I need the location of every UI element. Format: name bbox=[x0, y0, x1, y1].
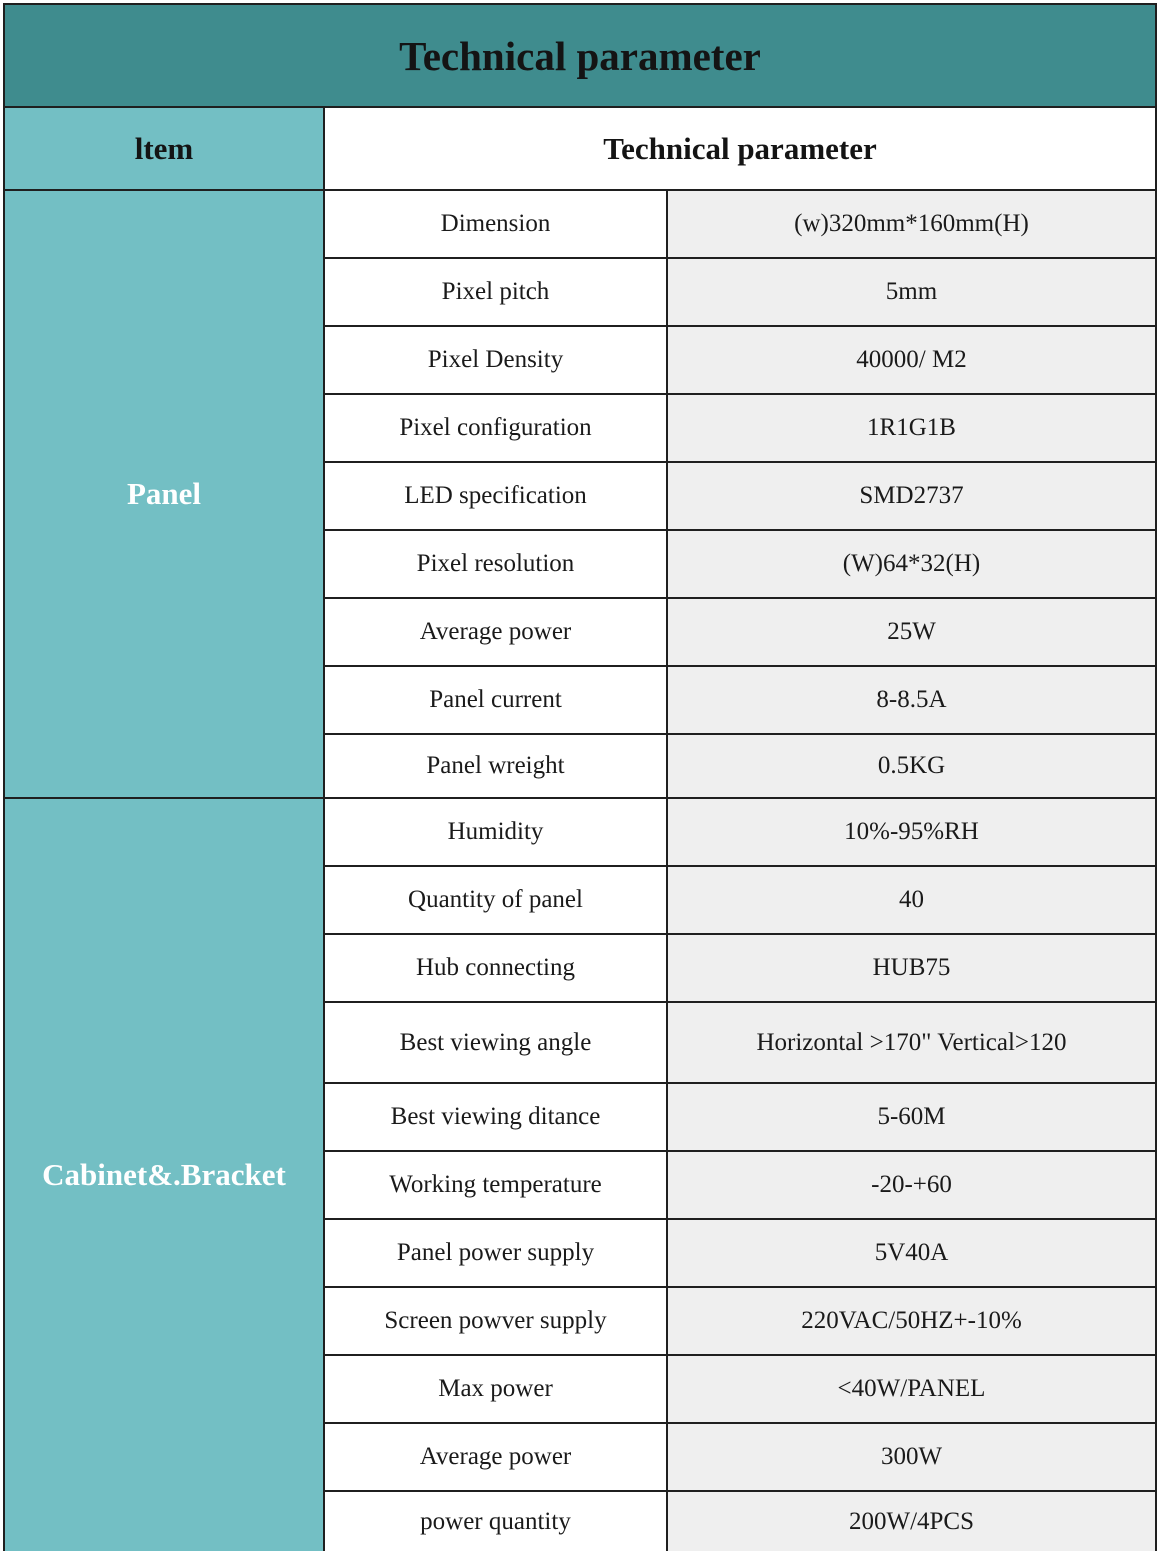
param-value: 1R1G1B bbox=[668, 395, 1155, 461]
table-row bbox=[325, 599, 1155, 667]
table-row bbox=[325, 327, 1155, 395]
param-name: Humidity bbox=[325, 799, 668, 865]
param-name: Screen powver supply bbox=[325, 1288, 668, 1354]
param-name: Pixel configuration bbox=[325, 395, 668, 461]
group-cabinet-bracket-rows bbox=[325, 799, 1155, 1551]
param-name: Best viewing angle bbox=[325, 1003, 668, 1082]
param-name: LED specification bbox=[325, 463, 668, 529]
param-value: 5mm bbox=[668, 259, 1155, 325]
table-row bbox=[325, 1492, 1155, 1551]
spec-table bbox=[3, 3, 1157, 1551]
table-title: Technical parameter bbox=[5, 5, 1155, 108]
param-value: 8-8.5A bbox=[668, 667, 1155, 733]
param-name: Max power bbox=[325, 1356, 668, 1422]
group-cabinet-bracket bbox=[5, 799, 1155, 1551]
param-value: 5-60M bbox=[668, 1084, 1155, 1150]
param-name: Average power bbox=[325, 599, 668, 665]
param-name: power quantity bbox=[325, 1492, 668, 1551]
param-value: 40000/ M2 bbox=[668, 327, 1155, 393]
param-value: 0.5KG bbox=[668, 735, 1155, 797]
param-name: Average power bbox=[325, 1424, 668, 1490]
table-row bbox=[325, 1084, 1155, 1152]
table-row bbox=[325, 259, 1155, 327]
param-name: Panel power supply bbox=[325, 1220, 668, 1286]
table-row bbox=[325, 531, 1155, 599]
param-value: 40 bbox=[668, 867, 1155, 933]
header-technical-parameter: Technical parameter bbox=[325, 108, 1155, 189]
param-value: -20-+60 bbox=[668, 1152, 1155, 1218]
table-row bbox=[325, 1424, 1155, 1492]
group-panel bbox=[5, 191, 1155, 799]
table-row bbox=[325, 735, 1155, 797]
param-value: <40W/PANEL bbox=[668, 1356, 1155, 1422]
param-value: 25W bbox=[668, 599, 1155, 665]
param-value: SMD2737 bbox=[668, 463, 1155, 529]
param-name: Panel current bbox=[325, 667, 668, 733]
table-row bbox=[325, 463, 1155, 531]
param-name: Working temperature bbox=[325, 1152, 668, 1218]
param-name: Pixel Density bbox=[325, 327, 668, 393]
param-name: Pixel pitch bbox=[325, 259, 668, 325]
param-name: Panel wreight bbox=[325, 735, 668, 797]
table-row bbox=[325, 867, 1155, 935]
param-value: 300W bbox=[668, 1424, 1155, 1490]
param-value: HUB75 bbox=[668, 935, 1155, 1001]
param-value: 200W/4PCS bbox=[668, 1492, 1155, 1551]
table-header-row bbox=[5, 108, 1155, 191]
header-item: ltem bbox=[5, 108, 325, 189]
table-row bbox=[325, 667, 1155, 735]
param-name: Dimension bbox=[325, 191, 668, 257]
param-name: Quantity of panel bbox=[325, 867, 668, 933]
table-row bbox=[325, 395, 1155, 463]
param-value: 220VAC/50HZ+-10% bbox=[668, 1288, 1155, 1354]
table-row bbox=[325, 1152, 1155, 1220]
table-row bbox=[325, 1356, 1155, 1424]
table-row bbox=[325, 1288, 1155, 1356]
param-value: 10%-95%RH bbox=[668, 799, 1155, 865]
param-value: Horizontal >170" Vertical>120 bbox=[668, 1003, 1155, 1082]
param-name: Pixel resolution bbox=[325, 531, 668, 597]
group-panel-rows bbox=[325, 191, 1155, 797]
table-row bbox=[325, 935, 1155, 1003]
param-value: (W)64*32(H) bbox=[668, 531, 1155, 597]
group-label-panel: Panel bbox=[5, 191, 325, 797]
param-value: (w)320mm*160mm(H) bbox=[668, 191, 1155, 257]
table-row bbox=[325, 1003, 1155, 1084]
table-row bbox=[325, 1220, 1155, 1288]
param-value: 5V40A bbox=[668, 1220, 1155, 1286]
table-row bbox=[325, 191, 1155, 259]
param-name: Best viewing ditance bbox=[325, 1084, 668, 1150]
table-row bbox=[325, 799, 1155, 867]
param-name: Hub connecting bbox=[325, 935, 668, 1001]
group-label-cabinet-bracket: Cabinet&.Bracket bbox=[5, 799, 325, 1551]
